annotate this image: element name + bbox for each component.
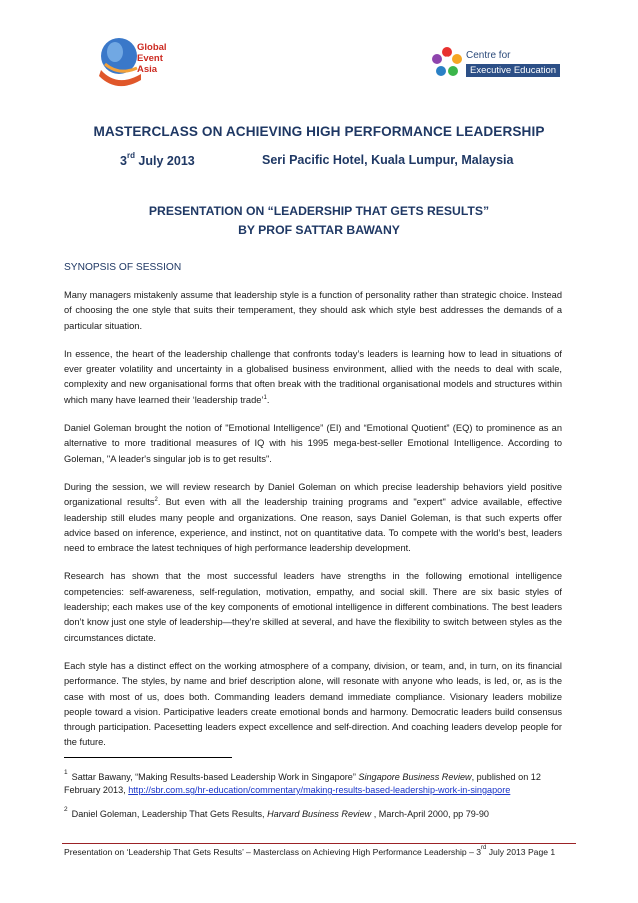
event-venue: Seri Pacific Hotel, Kuala Lumpur, Malaysia bbox=[262, 153, 514, 167]
footnote-ref-1: 1 bbox=[263, 394, 267, 401]
synopsis-body bbox=[64, 288, 562, 764]
global-event-asia-logo bbox=[97, 30, 195, 94]
footnote-separator bbox=[64, 757, 232, 758]
event-date: 3rd July 2013 bbox=[120, 151, 195, 169]
logo-line-1: Centre for bbox=[466, 50, 511, 61]
centre-for-executive-education-logo bbox=[430, 45, 557, 85]
footnote-ref-2: 2 bbox=[154, 497, 158, 504]
footnote-2: $^2$ Daniel Goleman, Leadership That Gets Results, Harvard Business Review , March-April 2000, pp 79-90 bbox=[64, 806, 489, 820]
footnote-1-link[interactable]: http://sbr.com.sg/hr-education/commentary/making-results-based-leadership-work-in-singapore bbox=[128, 785, 511, 796]
star-people-icon bbox=[430, 45, 464, 79]
paragraph-6: Each style has a distinct effect on the working atmosphere of a company, division, or team, and, in turn, on its financial performance. The styles, by name and brief description alone, will resonate with anyone who leads, is led, or, as is the case with most of us, does both. Commanding leaders demand immediate compliance. Visionary leaders mobilize people toward a vision. Participative leaders create emotional bonds and harmony. Democratic leaders build consensus through participation. Pacesetting leaders expect excellence and self-direction. And coaching leaders develop people for the future. bbox=[64, 660, 562, 748]
page-footer: Presentation on ‘Leadership That Gets Results’ – Masterclass on Achieving High Performance Leadership – 3rd July 2013 Page 1 bbox=[64, 845, 556, 857]
paragraph-1: Many managers mistakenly assume that leadership style is a function of personality rather than strategic choice. Instead of choosing the one style that suits their temperament, they should ask which style best addresses the demands of a particular situation. bbox=[64, 290, 562, 331]
footnote-1: $^1$ Sattar Bawany, “Making Results-based Leadership Work in Singapore” Singapore Business Review, published on 12 February 2013, http://sbr.com.sg/hr-education/commentary/making-results-based-leadership-work-in-singapore bbox=[64, 769, 541, 796]
logo-wordmark: Global Event Asia bbox=[137, 42, 167, 75]
footnotes bbox=[64, 768, 564, 829]
paragraph-5: Research has shown that the most successful leaders have strengths in the following emotional intelligence competencies: self-awareness, self-regulation, motivation, empathy, and social skill. There are six basic styles of leadership; each makes use of the key components of emotional intelligence in different combinations. The best leaders don’t know just one style of leadership—they’re skilled at several, and have the flexibility to switch between styles as the circumstances dictate. bbox=[64, 571, 562, 643]
footer-rule bbox=[62, 843, 576, 844]
paragraph-3: Daniel Goleman brought the notion of "Emotional Intelligence” (EI) and “Emotional Quotient” (EQ) to prominence as an alternative to more traditional measures of IQ with his 1995 mega-best-seller Emotional Intelligence. According to Goleman, "A leader's singular job is to get results". bbox=[64, 423, 562, 464]
logo-line-2: Executive Education bbox=[466, 64, 560, 77]
presentation-title: PRESENTATION ON “LEADERSHIP THAT GETS RESULTS” bbox=[148, 204, 490, 218]
synopsis-heading: SYNOPSIS OF SESSION bbox=[64, 262, 182, 273]
paragraph-2: In essence, the heart of the leadership challenge that confronts today’s leaders is learning how to lead in situations of ever greater volatility and uncertainty in a globalised business environment, allied with the needs to deal with scale, complexity and new organisational forms that often break with the traditional organisational models and structures within which many have learned their ‘leadership trade’$^1$. bbox=[64, 348, 562, 405]
paragraph-4: During the session, we will review research by Daniel Goleman on which precise leadership behaviors yield positive organizational results$^2$. But even with all the leadership training programs and "expert" advice available, effective leadership still eludes many people and organizations. One reason, says Daniel Goleman, is that such experts offer advice based on inference, experience, and instinct, not on quantitative data. To compete with the world’s best, leaders need to embrace the latest techniques of high performance leadership development. bbox=[64, 481, 562, 554]
presentation-author: BY PROF SATTAR BAWANY bbox=[238, 223, 400, 237]
masterclass-title: MASTERCLASS ON ACHIEVING HIGH PERFORMANCE LEADERSHIP bbox=[93, 124, 545, 139]
